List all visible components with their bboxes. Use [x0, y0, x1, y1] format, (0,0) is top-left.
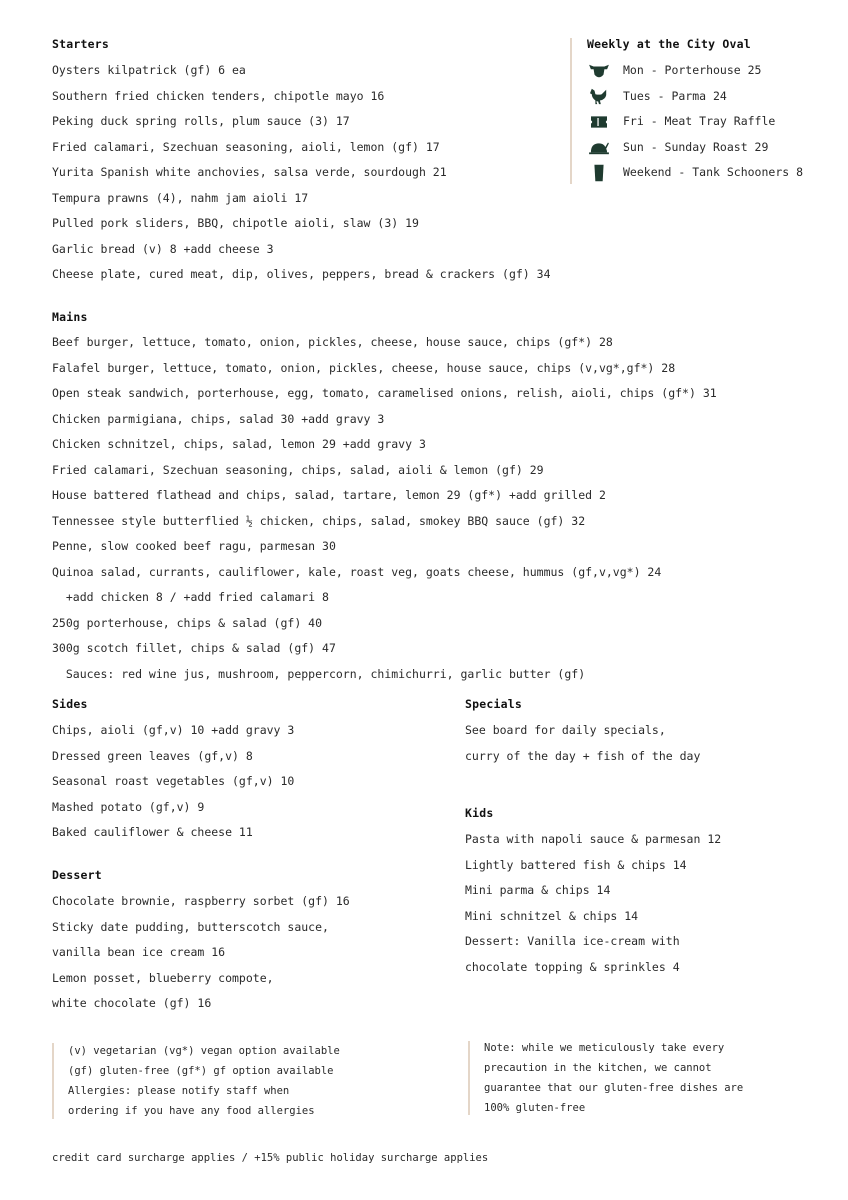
note-line: precaution in the kitchen, we cannot — [484, 1062, 712, 1074]
kids-item: chocolate topping & sprinkles 4 — [465, 959, 680, 974]
weekly-item-label: Fri - Meat Tray Raffle — [623, 114, 776, 128]
weekly-item — [587, 109, 837, 135]
specials-section — [465, 697, 825, 769]
weekly-item — [587, 135, 837, 161]
kids-heading: Kids — [465, 806, 494, 820]
mains-item: Quinoa salad, currants, cauliflower, kale, roast veg, goats cheese, hummus (gf,v,vg*) 24 — [52, 564, 662, 579]
specials-list — [465, 718, 825, 769]
weekly-item-label: Mon - Porterhouse 25 — [623, 63, 762, 77]
ticket-icon — [587, 112, 611, 132]
sides-item: Mashed potato (gf,v) 9 — [52, 799, 205, 814]
sides-section — [52, 697, 452, 846]
dessert-item: white chocolate (gf) 16 — [52, 996, 212, 1010]
starters-item: Peking duck spring rolls, plum sauce (3) 17 — [52, 114, 350, 128]
weekly-item-label: Weekend - Tank Schooners 8 — [623, 165, 804, 179]
dessert-item: Chocolate brownie, raspberry sorbet (gf) 16 — [52, 894, 350, 908]
note-divider — [468, 1041, 470, 1115]
kids-section — [465, 806, 825, 980]
kids-item: Lightly battered fish & chips 14 — [465, 857, 687, 872]
specials-item: curry of the day + fish of the day — [465, 748, 701, 763]
dessert-item: vanilla bean ice cream 16 — [52, 945, 226, 959]
dessert-section — [52, 868, 452, 1017]
starters-item: Yurita Spanish white anchovies, salsa verde, sourdough 21 — [52, 165, 447, 179]
legend-divider — [52, 1043, 54, 1119]
weekly-item — [587, 58, 837, 84]
starters-item: Fried calamari, Szechuan seasoning, aioli, lemon (gf) 17 — [52, 139, 440, 154]
beer-glass-icon — [587, 163, 611, 183]
weekly-list — [587, 58, 837, 186]
kids-item: Pasta with napoli sauce & parmesan 12 — [465, 832, 722, 846]
starters-list — [52, 58, 572, 288]
specials-heading: Specials — [465, 697, 522, 711]
surcharge-footer: credit card surcharge applies / +15% public holiday surcharge applies — [52, 1152, 489, 1164]
dessert-list — [52, 889, 452, 1017]
mains-item: Fried calamari, Szechuan seasoning, chips, salad, aioli & lemon (gf) 29 — [52, 462, 544, 477]
kids-item: Dessert: Vanilla ice-cream with — [465, 934, 680, 948]
mains-item: Chicken parmigiana, chips, salad 30 +add gravy 3 — [52, 411, 385, 426]
mains-item: Beef burger, lettuce, tomato, onion, pickles, cheese, house sauce, chips (gf*) 28 — [52, 335, 613, 349]
starters-item: Cheese plate, cured meat, dip, olives, peppers, bread & crackers (gf) 34 — [52, 267, 551, 281]
mains-heading: Mains — [52, 310, 88, 324]
kids-list — [465, 827, 825, 980]
weekly-item-label: Sun - Sunday Roast 29 — [623, 139, 769, 154]
starters-heading: Starters — [52, 37, 109, 51]
mains-item: Penne, slow cooked beef ragu, parmesan 30 — [52, 539, 336, 553]
specials-item: See board for daily specials, — [465, 723, 666, 737]
chicken-icon — [587, 86, 611, 106]
weekly-heading: Weekly at the City Oval — [587, 37, 751, 51]
sides-item: Chips, aioli (gf,v) 10 +add gravy 3 — [52, 723, 295, 737]
legend-line: ordering if you have any food allergies — [68, 1105, 315, 1117]
sides-item: Dressed green leaves (gf,v) 8 — [52, 748, 253, 763]
starters-item: Garlic bread (v) 8 +add cheese 3 — [52, 241, 274, 256]
weekly-divider — [570, 38, 572, 184]
weekly-item — [587, 160, 837, 186]
note-box — [484, 1038, 824, 1118]
weekly-section — [587, 37, 837, 186]
starters-item: Oysters kilpatrick (gf) 6 ea — [52, 63, 246, 77]
kids-item: Mini parma & chips 14 — [465, 883, 611, 897]
mains-item: 250g porterhouse, chips & salad (gf) 40 — [52, 615, 323, 630]
mains-item: Open steak sandwich, porterhouse, egg, tomato, caramelised onions, relish, aioli, chips (gf*) 31 — [52, 386, 717, 400]
mains-item: Tennessee style butterflied ½ chicken, chips, salad, smokey BBQ sauce (gf) 32 — [52, 513, 586, 528]
legend-line: (gf) gluten-free (gf*) gf option available — [68, 1065, 334, 1077]
cow-icon — [587, 61, 611, 81]
mains-item: Sauces: red wine jus, mushroom, peppercorn, chimichurri, garlic butter (gf) — [52, 666, 586, 681]
mains-section — [52, 310, 832, 687]
dessert-item: Sticky date pudding, butterscotch sauce, — [52, 919, 329, 934]
legend-box — [68, 1041, 428, 1121]
sides-item: Baked cauliflower & cheese 11 — [52, 825, 253, 839]
note-line: Note: while we meticulously take every — [484, 1042, 725, 1054]
mains-list — [52, 330, 832, 687]
sides-item: Seasonal roast vegetables (gf,v) 10 — [52, 774, 295, 788]
roast-icon — [587, 137, 611, 157]
weekly-item — [587, 84, 837, 110]
legend-line: (v) vegetarian (vg*) vegan option available — [68, 1045, 340, 1057]
starters-section — [52, 37, 572, 288]
starters-item: Southern fried chicken tenders, chipotle mayo 16 — [52, 88, 385, 103]
mains-item: 300g scotch fillet, chips & salad (gf) 47 — [52, 641, 336, 655]
starters-item: Tempura prawns (4), nahm jam aioli 17 — [52, 190, 309, 205]
mains-item: Chicken schnitzel, chips, salad, lemon 29 +add gravy 3 — [52, 437, 426, 451]
weekly-item-label: Tues - Parma 24 — [623, 88, 727, 103]
kids-item: Mini schnitzel & chips 14 — [465, 908, 639, 923]
dessert-item: Lemon posset, blueberry compote, — [52, 970, 274, 985]
mains-item: +add chicken 8 / +add fried calamari 8 — [52, 590, 329, 604]
dessert-heading: Dessert — [52, 868, 102, 882]
mains-item: House battered flathead and chips, salad, tartare, lemon 29 (gf*) +add grilled 2 — [52, 488, 606, 502]
sides-list — [52, 718, 452, 846]
legend-line: Allergies: please notify staff when — [68, 1085, 290, 1097]
note-line: 100% gluten-free — [484, 1102, 586, 1114]
sides-heading: Sides — [52, 697, 88, 711]
mains-item: Falafel burger, lettuce, tomato, onion, pickles, cheese, house sauce, chips (v,vg*,gf*) 28 — [52, 360, 676, 375]
starters-item: Pulled pork sliders, BBQ, chipotle aioli, slaw (3) 19 — [52, 216, 419, 230]
note-line: guarantee that our gluten-free dishes are — [484, 1082, 744, 1094]
